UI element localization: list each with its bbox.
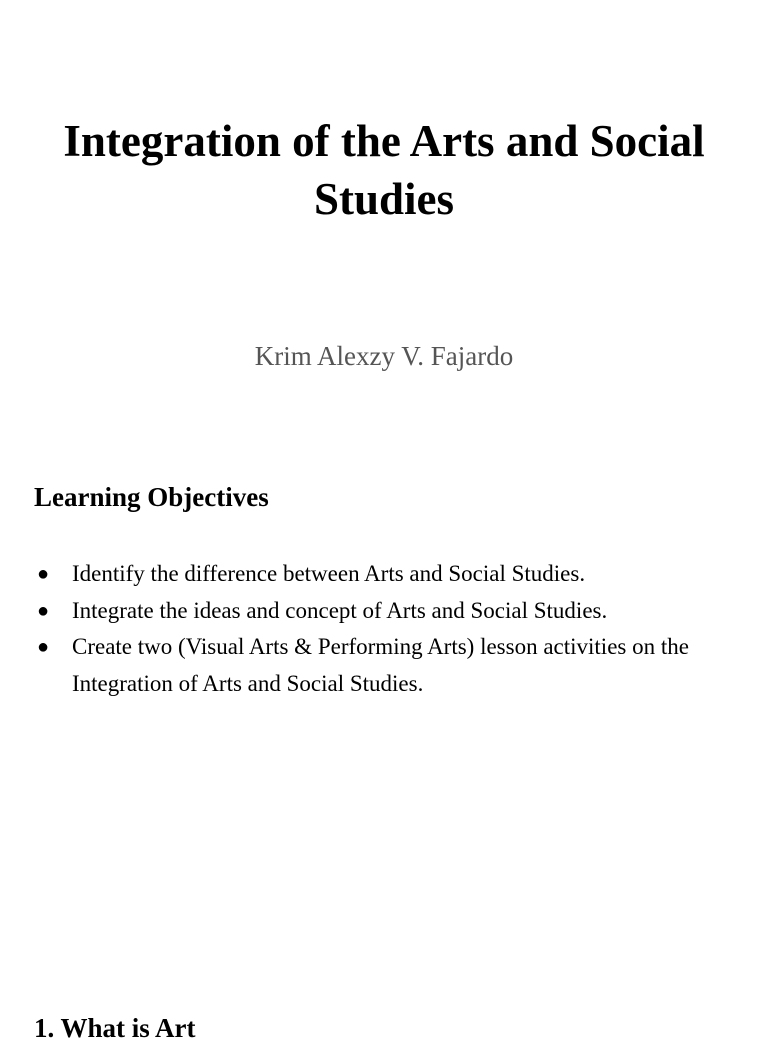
bullet-icon: ●	[37, 636, 50, 658]
cut-off-next-section: 1. What is Art	[34, 1013, 196, 1043]
list-item	[0, 556, 768, 593]
document-title: Integration of the Arts and Social Studies	[63, 116, 705, 224]
bullet-icon: ●	[37, 563, 50, 585]
list-item	[0, 593, 768, 630]
learning-objectives-heading: Learning Objectives	[34, 482, 269, 512]
bullet-icon: ●	[37, 599, 50, 622]
author-name: Krim Alexzy V. Fajardo	[254, 341, 514, 371]
learning-objectives-list	[0, 556, 768, 702]
list-item	[0, 629, 768, 702]
objective-text: Identify the difference between Arts and Social Studies.	[72, 561, 586, 586]
objective-text: Create two (Visual Arts & Performing Arts) lesson activities on the Integration of Arts and Social Studies.	[72, 634, 689, 696]
objective-text: Integrate the ideas and concept of Arts and Social Studies.	[72, 597, 608, 623]
